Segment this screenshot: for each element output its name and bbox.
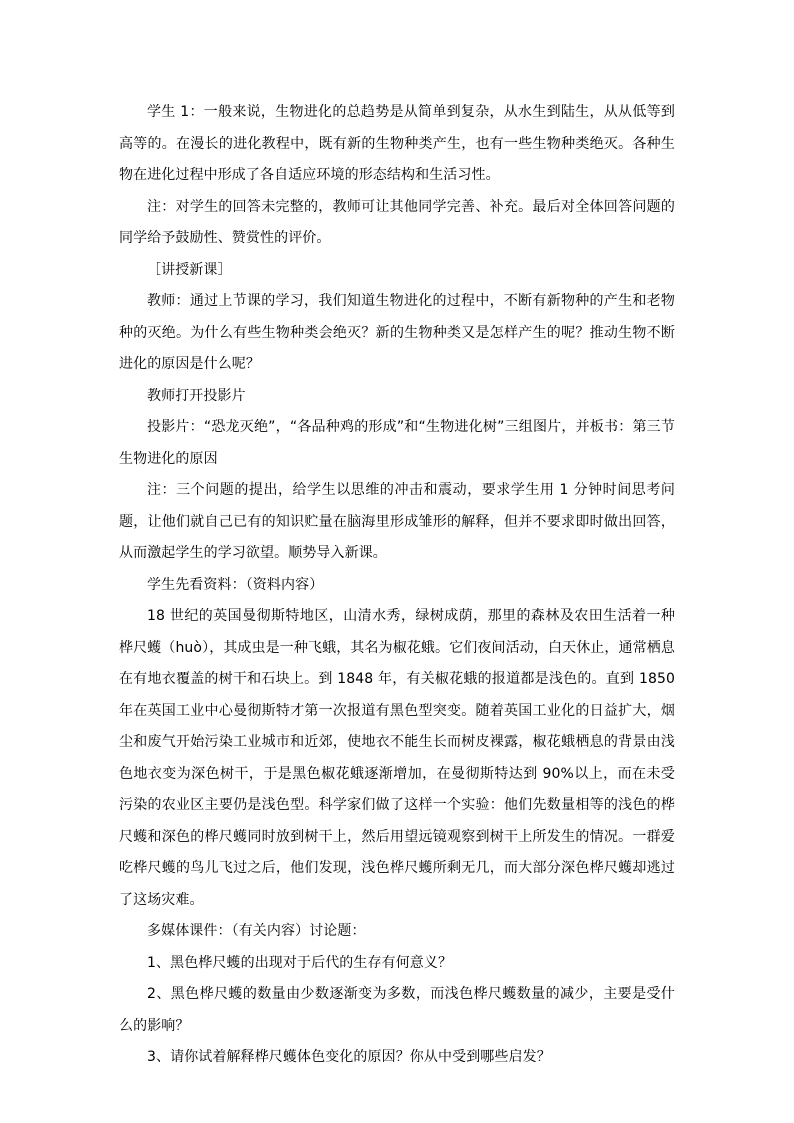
discussion-question-1: 1、黑色桦尺蠖的出现对于后代的生存有何意义？ bbox=[147, 954, 453, 971]
slides-paragraph: 投影片：“恐龙灭绝”，“各品种鸡的形成”和“生物进化树”三组图片，并板书：第三节 生物进化的原因 bbox=[119, 419, 690, 467]
questions-note-paragraph: 注：三个问题的提出，给学生以思维的冲击和震动，要求学生用 1 分钟时间思考问题，让他们就自己已有的知识贮量在脑海里形成雏形的解释，但并不要求即时做出回答，从而激起学生的学习欲望。顺势导入新课。 bbox=[119, 482, 675, 561]
discussion-question-2: 2、黑色桦尺蠖的数量由少数逐渐变为多数，而浅色桦尺蠖数量的减少，主要是受什么的影响？ bbox=[119, 986, 675, 1034]
discussion-question-3: 3、请你试着解释桦尺蠖体色变化的原因？你从中受到哪些启发？ bbox=[147, 1049, 551, 1065]
materials-lead-paragraph: 学生先看资料：（资料内容） bbox=[147, 576, 324, 593]
new-lesson-heading: ［讲授新课］ bbox=[147, 261, 232, 278]
student-answer-paragraph: 学生 1：一般来说，生物进化的总趋势是从简单到复杂，从水生到陆生，从从低等到高等的。在漫长的进化教程中，既有新的生物种类产生，也有一些生物种类绝灭。各种生物在进化过程中形成了各自适应环境的形态结构和生活习性。 bbox=[119, 104, 675, 183]
teacher-intro-paragraph: 教师：通过上节课的学习，我们知道生物进化的过程中，不断有新物种的产生和老物种的灭绝。为什么有些生物种类会绝灭？新的生物种类又是怎样产生的呢？推动生物不断进化的原因是什么呢？ bbox=[119, 293, 675, 372]
teacher-note-paragraph: 注：对学生的回答未完整的，教师可让其他同学完善、补充。最后对全体回答问题的同学给予鼓励性、赞赏性的评价。 bbox=[119, 198, 675, 246]
discussion-heading: 多媒体课件：（有关内容）讨论题： bbox=[147, 923, 366, 939]
document-body bbox=[119, 97, 690, 1074]
projector-open-paragraph: 教师打开投影片 bbox=[147, 387, 246, 404]
peppered-moth-paragraph: 18 世纪的英国曼彻斯特地区，山清水秀，绿树成荫，那里的森林及农田生活着一种桦尺蠖（huò），其成虫是一种飞蛾，其名为椒花蛾。它们夜间活动，白天休止，通常栖息在有地衣覆盖的树干和石块上。到 1848 年，有关椒花蛾的报道都是浅色的。直到 1850 年在英国工业中心曼彻斯特才第一次报道有黑色型突变。随着英国工业化的日益扩大，烟尘和废气开始污染工业城市和近郊，使地衣不能生长而树皮裸露，椒花蛾栖息的背景由浅色地衣变为深色树干，于是黑色椒花蛾逐渐增加，在曼彻斯特达到 90%以上，而在未受污染的农业区主要仍是浅色型。科学家们做了这样一个实验：他们先数量相等的浅色的桦尺蠖和深色的桦尺蠖同时放到树干上，然后用望远镜观察到树干上所发生的情况。一群爱吃桦尺蠖的鸟儿飞过之后，他们发现，浅色桦尺蠖所剩无几，而大部分深色桦尺蠖却逃过了这场灾难。 bbox=[119, 608, 675, 908]
